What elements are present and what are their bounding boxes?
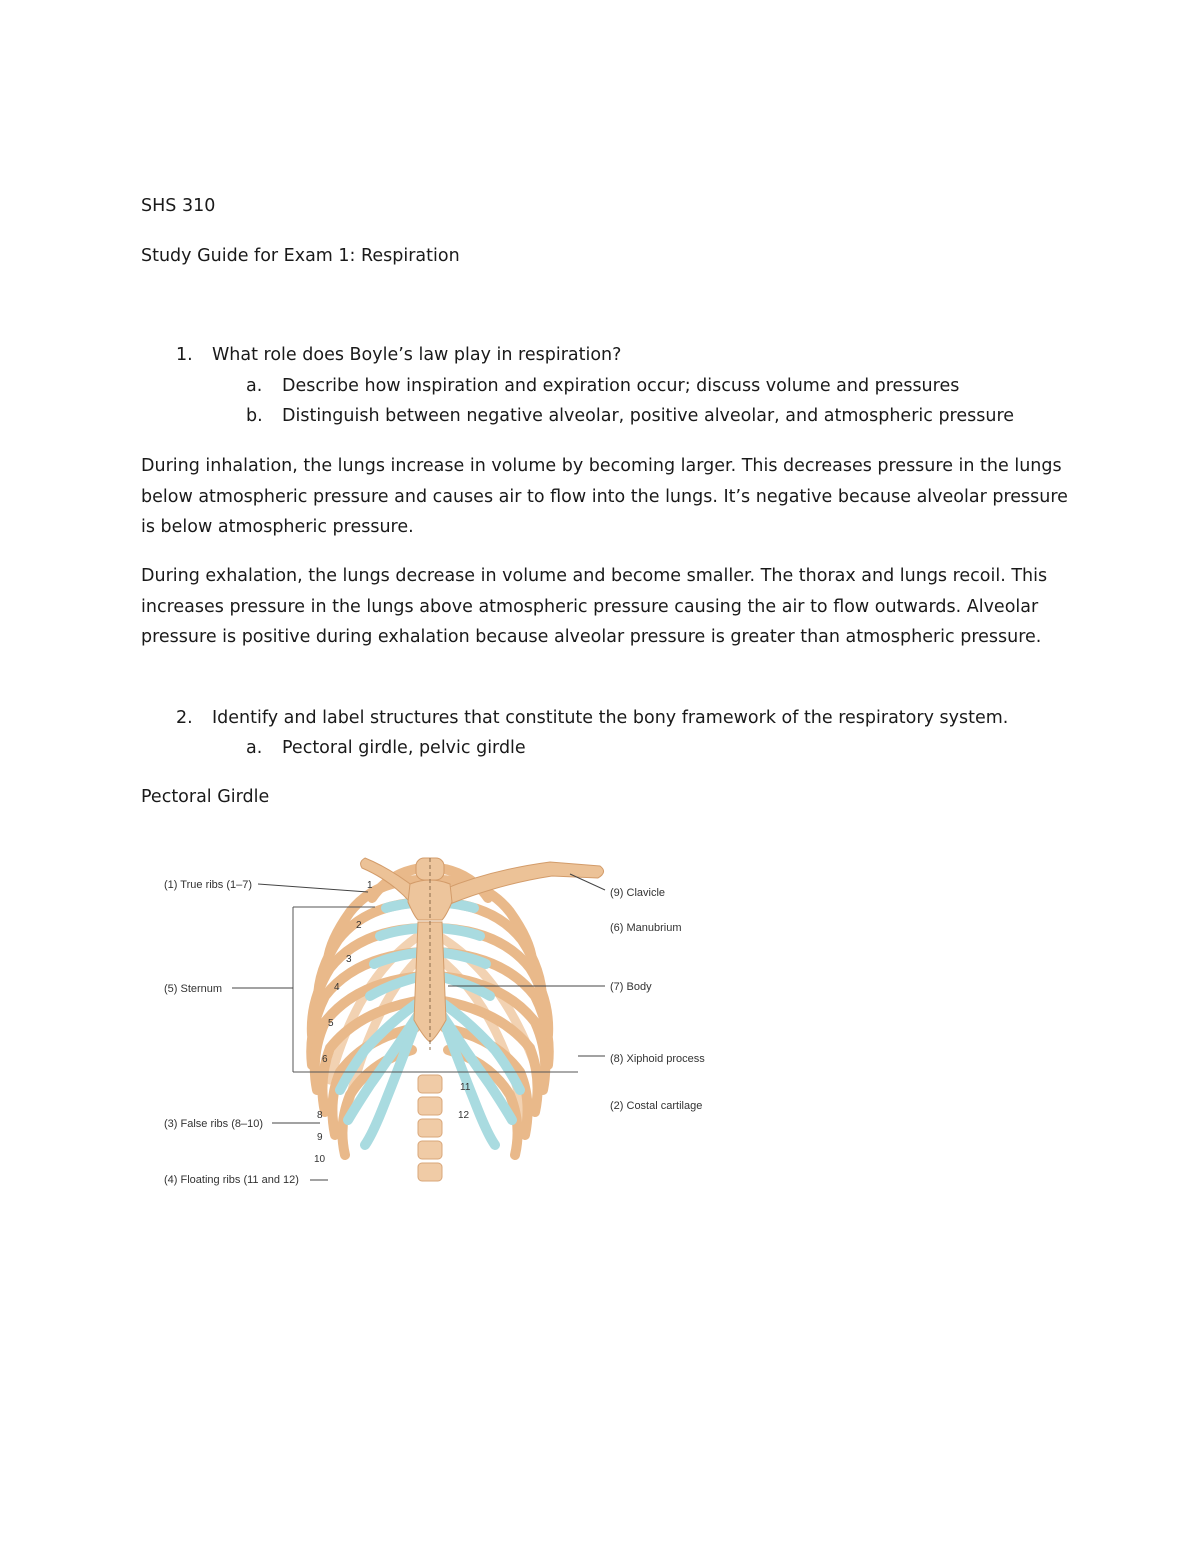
section-heading: Pectoral Girdle — [141, 787, 270, 807]
left-labels — [164, 879, 299, 1186]
rib-number: 2 — [356, 920, 362, 931]
answer-line: is below atmospheric pressure. — [141, 517, 414, 537]
question-2-text: Identify and label structures that constitute the bony framework of the respiratory system. — [212, 708, 1009, 728]
rib-number: 8 — [317, 1110, 323, 1121]
answer-line: increases pressure in the lungs above atmospheric pressure causing the air to flow outwards. Alveolar — [141, 596, 1039, 617]
question-1a-text: Describe how inspiration and expiration occur; discuss volume and pressures — [282, 376, 960, 396]
rib-number: 3 — [346, 954, 352, 965]
label-false-ribs: (3) False ribs (8–10) — [164, 1118, 264, 1130]
label-xiphoid-process: (8) Xiphoid process — [610, 1053, 705, 1065]
rib-number: 10 — [314, 1154, 326, 1165]
label-floating-ribs: (4) Floating ribs (11 and 12) — [164, 1174, 299, 1186]
label-manubrium: (6) Manubrium — [610, 922, 682, 934]
answer-line: During inhalation, the lungs increase in volume by becoming larger. This decreases pressure in the lungs — [141, 456, 1062, 476]
label-true-ribs: (1) True ribs (1–7) — [164, 879, 253, 891]
course-code: SHS 310 — [141, 196, 216, 216]
answer-inhalation-paragraph — [141, 451, 1071, 543]
rib-number: 5 — [328, 1018, 334, 1029]
answer-line: below atmospheric pressure and causes air to flow into the lungs. It’s negative because alveolar pressure — [141, 486, 1068, 507]
answer-line: pressure is positive during exhalation because alveolar pressure is greater than atmospheric pressure. — [141, 627, 1042, 647]
label-costal-cartilage: (2) Costal cartilage — [610, 1100, 703, 1112]
rib-number: 12 — [458, 1110, 470, 1121]
rib-cage-diagram — [160, 850, 720, 1195]
rib-number: 9 — [317, 1132, 323, 1143]
answer-line: During exhalation, the lungs decrease in volume and become smaller. The thorax and lungs recoil. This — [141, 566, 1048, 586]
rib-number: 1 — [367, 880, 373, 891]
question-2a-letter: a. — [246, 738, 263, 758]
label-body: (7) Body — [610, 981, 652, 993]
question-1-number: 1. — [176, 345, 193, 365]
document-title: Study Guide for Exam 1: Respiration — [141, 246, 460, 266]
rib-number: 4 — [334, 982, 340, 993]
rib-cage-figure — [160, 850, 720, 1195]
rib-number: 6 — [322, 1054, 328, 1065]
vertebral-column — [418, 1075, 442, 1181]
rib-number: 11 — [460, 1082, 471, 1093]
label-sternum: (5) Sternum — [164, 983, 223, 995]
right-labels — [610, 887, 705, 1112]
question-1a-letter: a. — [246, 376, 263, 396]
answer-exhalation-paragraph — [141, 561, 1071, 653]
question-1-text: What role does Boyle’s law play in respiration? — [212, 345, 622, 365]
question-1b-letter: b. — [246, 406, 263, 426]
question-2a-text: Pectoral girdle, pelvic girdle — [282, 738, 526, 758]
question-1b-text: Distinguish between negative alveolar, positive alveolar, and atmospheric pressure — [282, 406, 1015, 426]
label-clavicle: (9) Clavicle — [610, 887, 666, 899]
question-2-number: 2. — [176, 708, 193, 728]
